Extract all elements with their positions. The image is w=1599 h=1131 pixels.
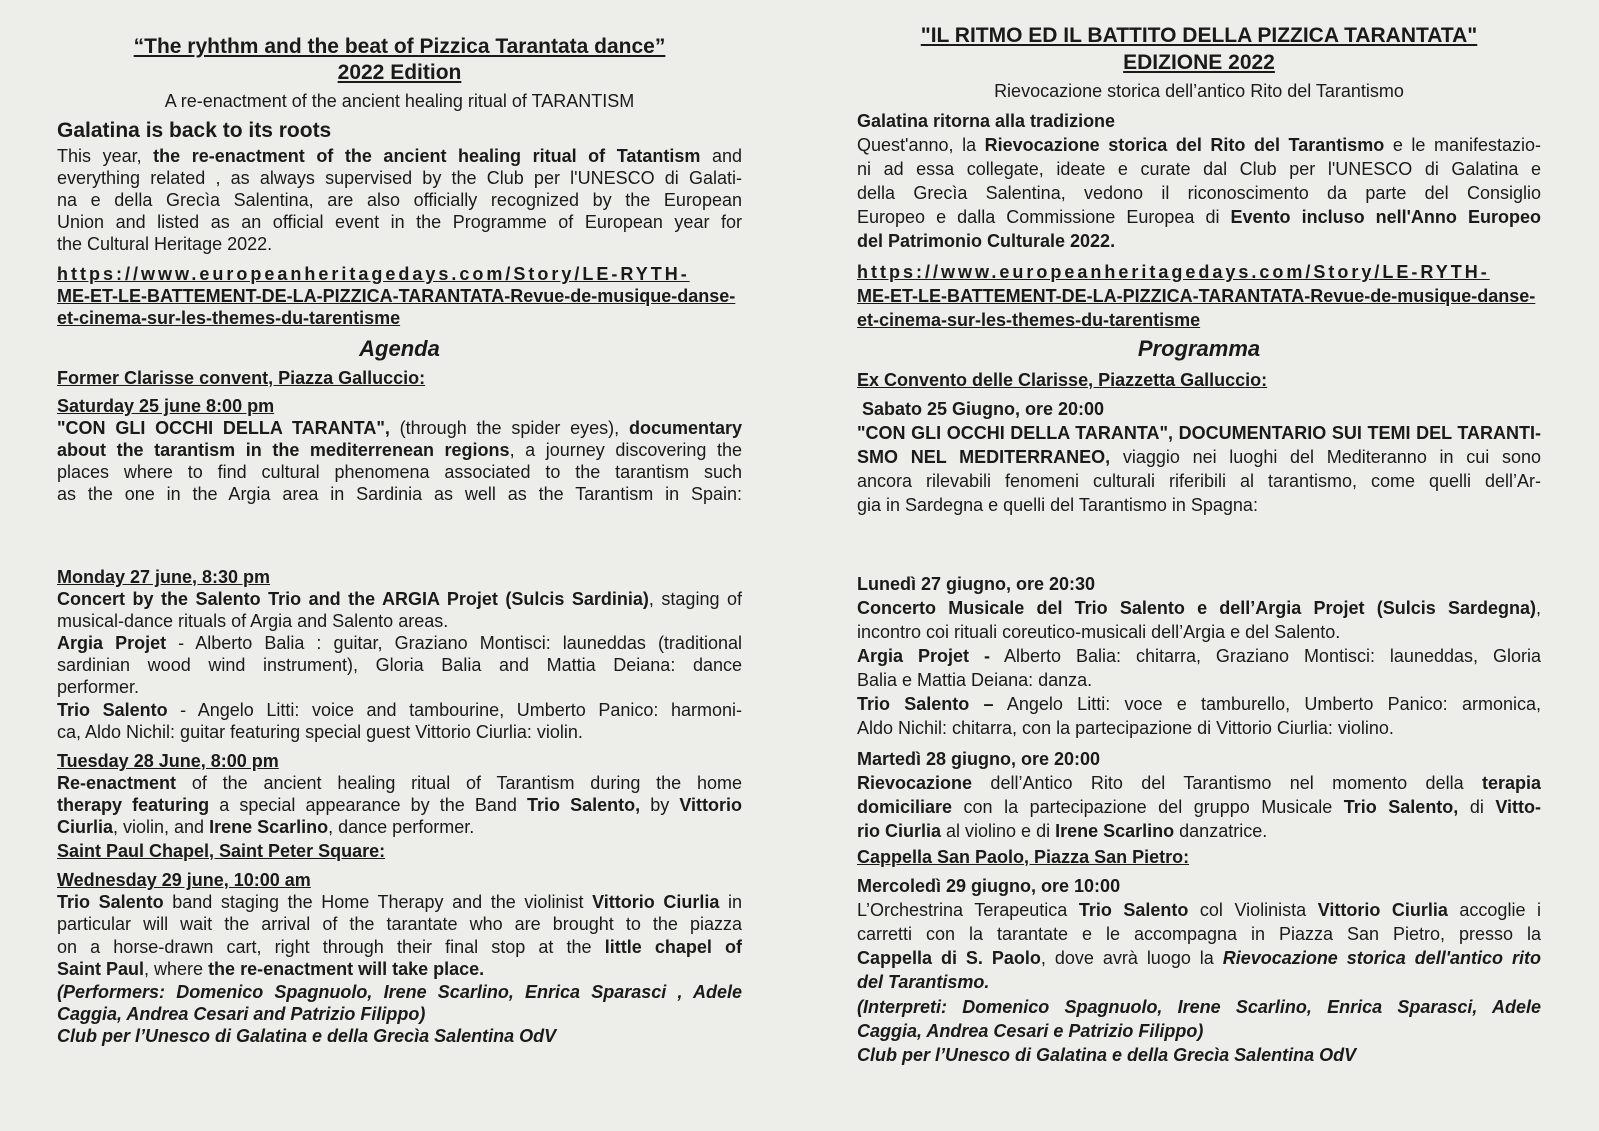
italian-heritage-link[interactable]: https://www.europeanheritagedays.com/Story/LE-RYTH- [857, 262, 1490, 282]
english-heritage-link[interactable]: et-cinema-sur-les-themes-du-tarentisme [57, 308, 401, 328]
italian-date-martedi: Martedì 28 giugno, ore 20:00 [857, 749, 1101, 769]
english-monday-line: Concert by the Salento Trio and the ARGIA Projet (Sulcis Sardinia), staging of [57, 589, 742, 609]
italian-date-lunedi: Lunedì 27 giugno, ore 20:30 [857, 574, 1096, 594]
english-monday-line: Trio Salento - Angelo Litti: voice and tambourine, Umberto Panico: harmoni- [57, 700, 742, 720]
english-edition: 2022 Edition [337, 61, 462, 84]
italian-date-mercoledi: Mercoledì 29 giugno, ore 10:00 [857, 876, 1121, 896]
english-monday-line: sardinian wood wind instrument), Gloria Balia and Mattia Deiana: dance [57, 655, 742, 675]
italian-mercoledi-line: Cappella di S. Paolo, dove avrà luogo la Rievocazione storica dell'antico rito [857, 948, 1541, 968]
italian-edition: EDIZIONE 2022 [1123, 51, 1275, 74]
english-monday-line: performer. [57, 677, 140, 697]
italian-intro-line: Quest'anno, la Rievocazione storica del Rito del Tarantismo e le manifestazio- [857, 135, 1541, 155]
english-tuesday-line: therapy featuring a special appearance by the Band Trio Salento, by Vittorio [57, 795, 742, 815]
english-title: “The ryhthm and the beat of Pizzica Tarantata dance” [133, 35, 666, 58]
english-monday-line: ca, Aldo Nichil: guitar featuring special guest Vittorio Ciurlia: violin. [57, 722, 583, 742]
italian-sabato-line: ancora rilevabili fenomeni culturali riferibili al tarantismo, come quelli dell’Ar- [857, 471, 1541, 491]
english-wednesday-line: particular will wait the arrival of the tarantate who are brought to the piazza [57, 914, 742, 934]
italian-interpreti: (Interpreti: Domenico Spagnuolo, Irene Scarlino, Enrica Sparasci, Adele [857, 997, 1541, 1017]
english-performers: (Performers: Domenico Spagnuolo, Irene Scarlino, Enrica Sparasci , Adele [57, 982, 742, 1002]
english-performers: Caggia, Andrea Cesari and Patrizio Filippo) [57, 1004, 426, 1024]
italian-mercoledi-line: del Tarantismo. [857, 972, 990, 992]
english-saturday-line: "CON GLI OCCHI DELLA TARANTA", (through the spider eyes), documentary [57, 418, 742, 438]
italian-intro-line: Europeo e dalla Commissione Europea di Evento incluso nell'Anno Europeo [857, 207, 1541, 227]
italian-mercoledi-line: L’Orchestrina Terapeutica Trio Salento col Violinista Vittorio Ciurlia accoglie i [857, 900, 1541, 920]
english-tuesday-line: Ciurlia, violin, and Irene Scarlino, dance performer. [57, 817, 475, 837]
english-heritage-link[interactable]: https://www.europeanheritagedays.com/Story/LE-RYTH- [57, 264, 690, 284]
english-venue-chapel: Saint Paul Chapel, Saint Peter Square: [57, 841, 386, 861]
italian-sabato-line: SMO NEL MEDITERRANEO, viaggio nei luoghi del Mediteranno in cui sono [857, 447, 1541, 467]
english-intro-line: everything related , as always supervised by the Club per l'UNESCO di Galati- [57, 168, 742, 188]
italian-lunedi-line: Trio Salento – Angelo Litti: voce e tamburello, Umberto Panico: armonica, [857, 694, 1541, 714]
english-tuesday-line: Re-enactment of the ancient healing ritual of Tarantism during the home [57, 773, 742, 793]
italian-lunedi-line: Argia Projet - Alberto Balia: chitarra, Graziano Montisci: launeddas, Gloria [857, 646, 1541, 666]
italian-mercoledi-line: carretti con la tarantate e le accompagna in Piazza San Pietro, presso la [857, 924, 1541, 944]
english-monday-line: musical-dance rituals of Argia and Salento areas. [57, 611, 449, 631]
italian-heritage-link[interactable]: ME-ET-LE-BATTEMENT-DE-LA-PIZZICA-TARANTATA-Revue-de-musique-danse- [857, 286, 1536, 306]
english-date-wednesday: Wednesday 29 june, 10:00 am [57, 870, 311, 890]
italian-venue-chapel: Cappella San Paolo, Piazza San Pietro: [857, 847, 1190, 867]
english-saturday-line: as the one in the Argia area in Sardinia as well as the Tarantism in Spain: [57, 484, 742, 504]
english-date-tuesday: Tuesday 28 June, 8:00 pm [57, 751, 279, 771]
italian-title: "IL RITMO ED IL BATTITO DELLA PIZZICA TARANTATA" [920, 24, 1478, 47]
english-club-signature: Club per l’Unesco di Galatina e della Grecìa Salentina OdV [57, 1026, 557, 1046]
english-intro-line: Union and listed as an official event in the Programme of European year for [57, 212, 742, 232]
english-intro-line: This year, the re-enactment of the ancient healing ritual of Tatantism and [57, 146, 742, 166]
english-intro-line: na e della Grecìa Salentina, are also officially recognized by the European [57, 190, 742, 210]
italian-section-heading: Galatina ritorna alla tradizione [857, 111, 1116, 131]
italian-interpreti: Caggia, Andrea Cesari e Patrizio Filippo) [857, 1021, 1204, 1041]
italian-intro-line: della Grecìa Salentina, vedono il riconoscimento da parte del Consiglio [857, 183, 1541, 203]
italian-lunedi-line: Concerto Musicale del Trio Salento e dell’Argia Projet (Sulcis Sardegna), [857, 598, 1541, 618]
italian-lunedi-line: Balia e Mattia Deiana: danza. [857, 670, 1093, 690]
english-venue-convent: Former Clarisse convent, Piazza Galluccio: [57, 368, 426, 388]
italian-martedi-line: rio Ciurlia al violino e di Irene Scarlino danzatrice. [857, 821, 1268, 841]
english-saturday-line: places where to find cultural phenomena associated to the tarantism such [57, 462, 742, 482]
italian-martedi-line: domiciliare con la partecipazione del gruppo Musicale Trio Salento, di Vitto- [857, 797, 1541, 817]
italian-intro-line: ni ad essa collegate, ideate e curate dal Club per l'UNESCO di Galatina e [857, 159, 1541, 179]
english-agenda-heading: Agenda [359, 336, 440, 361]
english-subtitle: A re-enactment of the ancient healing ritual of TARANTISM [164, 91, 635, 111]
italian-subtitle: Rievocazione storica dell’antico Rito del Tarantismo [994, 81, 1404, 101]
italian-venue-convent: Ex Convento delle Clarisse, Piazzetta Galluccio: [857, 370, 1268, 390]
italian-sabato-line: "CON GLI OCCHI DELLA TARANTA", DOCUMENTARIO SUI TEMI DEL TARANTI- [857, 423, 1541, 443]
italian-martedi-line: Rievocazione dell’Antico Rito del Tarantismo nel momento della terapia [857, 773, 1541, 793]
english-saturday-line: about the tarantism in the mediterrenean regions, a journey discovering the [57, 440, 742, 460]
italian-lunedi-line: incontro coi rituali coreutico-musicali dell’Argia e del Salento. [857, 622, 1341, 642]
italian-sabato-line: gia in Sardegna e quelli del Tarantismo in Spagna: [857, 495, 1258, 515]
english-heritage-link[interactable]: ME-ET-LE-BATTEMENT-DE-LA-PIZZICA-TARANTATA-Revue-de-musique-danse- [57, 286, 736, 306]
italian-programma-heading: Programma [1137, 336, 1261, 361]
english-wednesday-line: on a horse-drawn cart, right through their final stop at the little chapel of [57, 937, 742, 957]
english-section-heading: Galatina is back to its roots [57, 120, 332, 142]
italian-club-signature: Club per l’Unesco di Galatina e della Grecìa Salentina OdV [857, 1045, 1357, 1065]
italian-lunedi-line: Aldo Nichil: chitarra, con la partecipazione di Vittorio Ciurlia: violino. [857, 718, 1394, 738]
english-intro-line: the Cultural Heritage 2022. [57, 234, 273, 254]
italian-intro-line: del Patrimonio Culturale 2022. [857, 231, 1116, 251]
english-date-monday: Monday 27 june, 8:30 pm [57, 567, 271, 587]
italian-date-sabato: Sabato 25 Giugno, ore 20:00 [862, 399, 1105, 419]
english-wednesday-line: Saint Paul, where the re-enactment will take place. [57, 959, 485, 979]
english-wednesday-line: Trio Salento band staging the Home Therapy and the violinist Vittorio Ciurlia in [57, 892, 742, 912]
english-monday-line: Argia Projet - Alberto Balia : guitar, Graziano Montisci: launeddas (traditional [57, 633, 742, 653]
english-date-saturday: Saturday 25 june 8:00 pm [57, 396, 275, 416]
italian-heritage-link[interactable]: et-cinema-sur-les-themes-du-tarentisme [857, 310, 1201, 330]
